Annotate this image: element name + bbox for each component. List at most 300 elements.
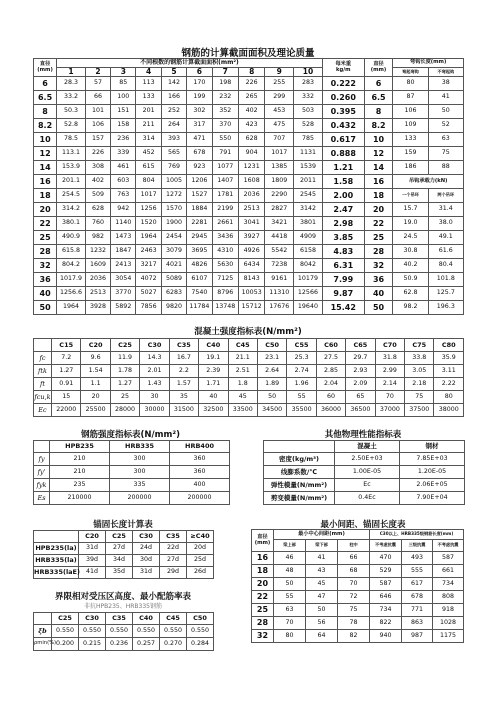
rebar-area-cell: 1900 bbox=[161, 217, 186, 231]
rebar-area-cell: 2011 bbox=[294, 175, 323, 189]
rebar-area-cell: 308 bbox=[85, 161, 110, 175]
spacing-value: 863 bbox=[402, 617, 433, 630]
rebar-area-cell: 317 bbox=[187, 119, 212, 133]
rebar-area-cell: 283 bbox=[294, 77, 323, 91]
rebar-area-cell: 942 bbox=[111, 203, 136, 217]
rebar-diameter2: 25 bbox=[364, 231, 393, 245]
rebar-lap-a: 186 bbox=[393, 161, 428, 175]
concrete-value: 25 bbox=[110, 391, 139, 404]
rebar-area-cell: 4418 bbox=[265, 231, 294, 245]
concrete-value: 40 bbox=[199, 391, 228, 404]
rebar-area-cell: 628 bbox=[85, 203, 110, 217]
concrete-value: 2.74 bbox=[287, 365, 316, 378]
rebar-area-cell: 226 bbox=[85, 147, 110, 161]
rebar-lap-a: 133 bbox=[393, 133, 428, 147]
concrete-grade-head: C70 bbox=[375, 339, 404, 352]
rebar-area-cell: 7125 bbox=[212, 273, 238, 287]
concrete-value: 1.1 bbox=[81, 378, 110, 391]
limit-value: 0.550 bbox=[106, 625, 133, 638]
rebar-area-cell: 2454 bbox=[161, 231, 186, 245]
concrete-value: 2.99 bbox=[375, 365, 404, 378]
concrete-value: 2.04 bbox=[316, 378, 345, 391]
rebar-lap-a: 19.0 bbox=[393, 217, 428, 231]
limit-value: 0.257 bbox=[133, 638, 160, 651]
concrete-grade-head: C45 bbox=[228, 339, 257, 352]
rebar-area-cell: 5630 bbox=[212, 259, 238, 273]
rebar-area-cell: 28.3 bbox=[57, 77, 86, 91]
rebar-area-cell: 232 bbox=[212, 91, 238, 105]
rebar-mass: 0.888 bbox=[322, 147, 364, 161]
rebar-area-cell: 9161 bbox=[265, 273, 294, 287]
anchor-value: 34d bbox=[106, 555, 133, 567]
rebar-area-cell: 302 bbox=[187, 105, 212, 119]
concrete-value: 1.27 bbox=[110, 378, 139, 391]
limit-value: 0.550 bbox=[133, 625, 160, 638]
rebar-area-cell: 550 bbox=[212, 133, 238, 147]
rebar-area-cell: 15712 bbox=[238, 301, 264, 315]
rebar-area-cell: 314 bbox=[136, 133, 161, 147]
concrete-value: 1.43 bbox=[140, 378, 169, 391]
limit-grade-head: C25 bbox=[52, 613, 79, 625]
concrete-row bbox=[34, 404, 464, 417]
anchor-value: 31d bbox=[133, 567, 160, 579]
rebar-area-cell: 133 bbox=[136, 91, 161, 105]
steel-grade-head: HPB235 bbox=[50, 441, 110, 453]
rebar-diameter: 14 bbox=[34, 161, 57, 175]
rebar-count-head: 1 bbox=[57, 68, 86, 77]
spacing-head-gap: 最小中心间距(mm) bbox=[274, 530, 370, 540]
rebar-area-cell: 6434 bbox=[238, 259, 264, 273]
physical-value: 2.06E+05 bbox=[400, 479, 465, 492]
rebar-area-cell: 201.1 bbox=[57, 175, 86, 189]
concrete-value: 1.89 bbox=[257, 378, 286, 391]
spacing-value: 82 bbox=[338, 630, 370, 643]
corner-cell bbox=[34, 339, 52, 352]
rebar-area-cell: 769 bbox=[161, 161, 186, 175]
rebar-area-cell: 707 bbox=[265, 133, 294, 147]
rebar-area-cell: 6158 bbox=[294, 245, 323, 259]
rebar-area-cell: 982 bbox=[85, 231, 110, 245]
rebar-area-cell: 2281 bbox=[187, 217, 212, 231]
concrete-value: 14.3 bbox=[140, 352, 169, 365]
rebar-area-cell: 1256.6 bbox=[57, 287, 86, 301]
rebar-area-cell: 2513 bbox=[85, 287, 110, 301]
spacing-value: 822 bbox=[370, 617, 402, 630]
limit-value: 0.215 bbox=[79, 638, 106, 651]
spacing-row bbox=[252, 591, 464, 604]
concrete-value: 37500 bbox=[405, 404, 434, 417]
limit-value: 0.550 bbox=[52, 625, 79, 638]
physical-props-table bbox=[263, 440, 465, 505]
steel-symbol: fyk bbox=[34, 479, 50, 492]
concrete-value: 2.18 bbox=[405, 378, 434, 391]
spacing-row bbox=[252, 630, 464, 643]
limit-row bbox=[34, 625, 214, 638]
rebar-lap-b: 125.7 bbox=[428, 287, 463, 301]
spacing-subhead: 不考虑抗震 bbox=[433, 540, 464, 552]
spacing-table bbox=[251, 529, 464, 643]
steel-grade-head: HRB400 bbox=[170, 441, 230, 453]
spacing-value: 587 bbox=[433, 552, 464, 565]
rebar-area-cell: 33.2 bbox=[57, 91, 86, 105]
physical-label: 线膨系数/℃ bbox=[264, 466, 335, 479]
rebar-area-cell: 1847 bbox=[111, 245, 136, 259]
anchor-value: 29d bbox=[160, 567, 187, 579]
anchor-row bbox=[34, 543, 214, 555]
rebar-area-cell: 10053 bbox=[238, 287, 264, 301]
rebar-head-lap: 弯钩长度(mm) bbox=[393, 59, 464, 68]
physical-value: 7.90E+04 bbox=[400, 492, 465, 505]
rebar-diameter2: 20 bbox=[364, 203, 393, 217]
rebar-area-cell: 1473 bbox=[111, 231, 136, 245]
rebar-diameter: 32 bbox=[34, 259, 57, 273]
rebar-area-cell: 565 bbox=[161, 147, 186, 161]
spacing-diameter: 18 bbox=[252, 565, 274, 578]
spacing-value: 64 bbox=[306, 630, 338, 643]
rebar-area-cell: 12566 bbox=[294, 287, 323, 301]
rebar-area-cell: 2463 bbox=[136, 245, 161, 259]
rebar-area-cell: 166 bbox=[161, 91, 186, 105]
concrete-value: 25500 bbox=[81, 404, 110, 417]
physical-title: 其他物理性能指标表 bbox=[324, 430, 402, 440]
concrete-value: 2.39 bbox=[199, 365, 228, 378]
rebar-area-cell: 113 bbox=[136, 77, 161, 91]
anchor-value: 39d bbox=[79, 555, 106, 567]
anchor-value: 35d bbox=[106, 567, 133, 579]
concrete-value: 35 bbox=[169, 391, 198, 404]
concrete-value: 31500 bbox=[169, 404, 198, 417]
anchor-value: 26d bbox=[187, 567, 214, 579]
concrete-value: 2.85 bbox=[316, 365, 345, 378]
rebar-diameter2: 50 bbox=[364, 301, 393, 315]
rebar-area-cell: 3927 bbox=[238, 231, 264, 245]
limit-value: 0.550 bbox=[79, 625, 106, 638]
rebar-count-head: 7 bbox=[212, 68, 238, 77]
rebar-area-cell: 1964 bbox=[136, 231, 161, 245]
rebar-area-cell: 3801 bbox=[294, 217, 323, 231]
physical-value: 0.4Ec bbox=[335, 492, 400, 505]
page-title: 钢筋的计算截面面积及理论质量 bbox=[181, 48, 315, 59]
concrete-value: 9.6 bbox=[81, 352, 110, 365]
concrete-value: 1.71 bbox=[199, 378, 228, 391]
rebar-area-cell: 4826 bbox=[187, 259, 212, 273]
spacing-value: 63 bbox=[274, 604, 306, 617]
concrete-grade-head: C15 bbox=[52, 339, 81, 352]
rebar-diameter: 8.2 bbox=[34, 119, 57, 133]
physical-head-row bbox=[264, 441, 465, 453]
concrete-value: 3.11 bbox=[434, 365, 464, 378]
concrete-grade-head: C50 bbox=[257, 339, 286, 352]
limit-value: 0.284 bbox=[187, 638, 214, 651]
rebar-mass: 0.432 bbox=[322, 119, 364, 133]
rebar-area-cell: 299 bbox=[265, 91, 294, 105]
rebar-lap-a: 87 bbox=[393, 91, 428, 105]
rebar-mass: 0.260 bbox=[322, 91, 364, 105]
anchor-grade-head: C20 bbox=[79, 531, 106, 543]
rebar-diameter2: 8.2 bbox=[364, 119, 393, 133]
rebar-area-cell: 380.1 bbox=[57, 217, 86, 231]
rebar-lap-b: 49.1 bbox=[428, 231, 463, 245]
rebar-area-cell: 3054 bbox=[111, 273, 136, 287]
rebar-head-diameter2: 直径 (mm) bbox=[364, 59, 393, 77]
rebar-area-cell: 785 bbox=[294, 133, 323, 147]
rebar-area-cell: 402 bbox=[238, 105, 264, 119]
rebar-row bbox=[34, 245, 464, 259]
spacing-value: 646 bbox=[370, 591, 402, 604]
spacing-value: 808 bbox=[433, 591, 464, 604]
spacing-value: 43 bbox=[306, 565, 338, 578]
physical-value: 2.50E+03 bbox=[335, 453, 400, 466]
spacing-diameter: 25 bbox=[252, 604, 274, 617]
concrete-value: 23.1 bbox=[257, 352, 286, 365]
rebar-diameter2: 12 bbox=[364, 147, 393, 161]
rebar-row bbox=[34, 273, 464, 287]
concrete-title: 混凝土强度指标表(N/mm²) bbox=[194, 327, 302, 337]
rebar-diameter: 50 bbox=[34, 301, 57, 315]
rebar-area-table bbox=[33, 58, 464, 315]
physical-label: 剪变模量(N/mm²) bbox=[264, 492, 335, 505]
rebar-area-cell: 804.2 bbox=[57, 259, 86, 273]
rebar-area-cell: 5542 bbox=[265, 245, 294, 259]
rebar-area-cell: 2513 bbox=[238, 203, 264, 217]
rebar-area-cell: 3770 bbox=[111, 287, 136, 301]
rebar-diameter2: 22 bbox=[364, 217, 393, 231]
corner-cell bbox=[34, 531, 79, 543]
steel-value: 200000 bbox=[110, 492, 170, 505]
rebar-area-cell: 615 bbox=[136, 161, 161, 175]
rebar-diameter2: 6 bbox=[364, 77, 393, 91]
spacing-value: 587 bbox=[370, 578, 402, 591]
limit-grade-head: C30 bbox=[79, 613, 106, 625]
rebar-lap-a: 40.2 bbox=[393, 259, 428, 273]
spacing-value: 940 bbox=[370, 630, 402, 643]
rebar-area-cell: 6283 bbox=[161, 287, 186, 301]
concrete-row bbox=[34, 365, 464, 378]
spacing-diameter: 20 bbox=[252, 578, 274, 591]
steel-value: 335 bbox=[110, 479, 170, 492]
rebar-area-cell: 1005 bbox=[161, 175, 186, 189]
rebar-area-cell: 2290 bbox=[265, 189, 294, 203]
concrete-grade-head: C75 bbox=[405, 339, 434, 352]
anchor-title: 锚固长度计算表 bbox=[93, 520, 153, 530]
concrete-value: 1.96 bbox=[287, 378, 316, 391]
concrete-value: 80 bbox=[434, 391, 464, 404]
rebar-area-cell: 2199 bbox=[212, 203, 238, 217]
rebar-row bbox=[34, 301, 464, 315]
steel-title: 钢筋强度指标表(N/mm²) bbox=[81, 430, 180, 440]
concrete-head-row bbox=[34, 339, 464, 352]
rebar-area-cell: 2661 bbox=[212, 217, 238, 231]
rebar-area-cell: 52.8 bbox=[57, 119, 86, 133]
rebar-lap-a: 30.8 bbox=[393, 245, 428, 259]
spacing-value: 47 bbox=[306, 591, 338, 604]
rebar-area-cell: 158 bbox=[111, 119, 136, 133]
concrete-value: 22000 bbox=[52, 404, 81, 417]
concrete-value: 2.22 bbox=[434, 378, 464, 391]
concrete-value: 70 bbox=[375, 391, 404, 404]
rebar-lap-b: 38.0 bbox=[428, 217, 463, 231]
rebar-count-head: 4 bbox=[136, 68, 161, 77]
rebar-area-cell: 2036 bbox=[85, 273, 110, 287]
concrete-value: 36000 bbox=[316, 404, 345, 417]
spacing-value: 1175 bbox=[433, 630, 464, 643]
concrete-value: 55 bbox=[287, 391, 316, 404]
steel-grade-head: HRB335 bbox=[110, 441, 170, 453]
concrete-value: 33500 bbox=[228, 404, 257, 417]
rebar-diameter: 6 bbox=[34, 77, 57, 91]
steel-symbol: Es bbox=[34, 492, 50, 505]
rebar-mass: 0.395 bbox=[322, 105, 364, 119]
rebar-area-cell: 1017 bbox=[136, 189, 161, 203]
limit-grade-head: C35 bbox=[106, 613, 133, 625]
spacing-head-diameter: 直径 (mm) bbox=[252, 530, 274, 552]
rebar-diameter: 40 bbox=[34, 287, 57, 301]
rebar-area-cell: 265 bbox=[238, 91, 264, 105]
rebar-row bbox=[34, 147, 464, 161]
steel-strength-table bbox=[33, 440, 230, 505]
rebar-area-cell: 17676 bbox=[265, 301, 294, 315]
spacing-value: 470 bbox=[370, 552, 402, 565]
rebar-table-wrap bbox=[33, 58, 464, 315]
corner-cell bbox=[34, 613, 52, 625]
rebar-area-cell: 352 bbox=[212, 105, 238, 119]
concrete-value: 2.51 bbox=[228, 365, 257, 378]
rebar-area-cell: 1385 bbox=[265, 161, 294, 175]
rebar-area-cell: 6107 bbox=[187, 273, 212, 287]
rebar-area-cell: 1407 bbox=[212, 175, 238, 189]
rebar-lap-b: 61.6 bbox=[428, 245, 463, 259]
rebar-mass: 0.222 bbox=[322, 77, 364, 91]
concrete-symbol: fc bbox=[34, 352, 52, 365]
rebar-area-cell: 8042 bbox=[294, 259, 323, 273]
spacing-value: 617 bbox=[402, 578, 433, 591]
concrete-symbol: ftk bbox=[34, 365, 52, 378]
rebar-area-cell: 452 bbox=[136, 147, 161, 161]
rebar-row bbox=[34, 259, 464, 273]
concrete-value: 35500 bbox=[287, 404, 316, 417]
concrete-value: 30 bbox=[140, 391, 169, 404]
rebar-area-cell: 7238 bbox=[265, 259, 294, 273]
rebar-area-cell: 628 bbox=[238, 133, 264, 147]
rebar-area-cell: 13748 bbox=[212, 301, 238, 315]
spacing-value: 70 bbox=[274, 617, 306, 630]
spacing-value: 987 bbox=[402, 630, 433, 643]
rebar-area-cell: 1964 bbox=[57, 301, 86, 315]
concrete-value: 25.3 bbox=[287, 352, 316, 365]
rebar-area-cell: 4021 bbox=[161, 259, 186, 273]
concrete-value: 31.8 bbox=[375, 352, 404, 365]
physical-value: Ec bbox=[335, 479, 400, 492]
rebar-lap-b: 50 bbox=[428, 105, 463, 119]
spacing-value: 734 bbox=[370, 604, 402, 617]
rebar-mass: 1.58 bbox=[322, 175, 364, 189]
spacing-value: 661 bbox=[433, 565, 464, 578]
concrete-value: 0.91 bbox=[52, 378, 81, 391]
rebar-row bbox=[34, 105, 464, 119]
rebar-area-cell: 1232 bbox=[85, 245, 110, 259]
rebar-diameter: 36 bbox=[34, 273, 57, 287]
rebar-area-cell: 4926 bbox=[238, 245, 264, 259]
steel-head-row bbox=[34, 441, 230, 453]
rebar-area-cell: 66 bbox=[85, 91, 110, 105]
corner-cell bbox=[264, 441, 335, 453]
hook-capacity-head: 吊钩承载力(kN) bbox=[393, 175, 464, 189]
spacing-value: 734 bbox=[433, 578, 464, 591]
rebar-area-cell: 198 bbox=[212, 77, 238, 91]
rebar-area-cell: 100 bbox=[111, 91, 136, 105]
concrete-grade-head: C40 bbox=[199, 339, 228, 352]
rebar-mass: 3.85 bbox=[322, 231, 364, 245]
rebar-lap-b: 75 bbox=[428, 147, 463, 161]
spacing-value: 555 bbox=[402, 565, 433, 578]
rebar-area-cell: 1609 bbox=[85, 259, 110, 273]
steel-value: 235 bbox=[50, 479, 110, 492]
spacing-value: 41 bbox=[306, 552, 338, 565]
rebar-area-cell: 393 bbox=[161, 133, 186, 147]
rebar-row bbox=[34, 287, 464, 301]
spacing-value: 918 bbox=[433, 604, 464, 617]
concrete-value: 34500 bbox=[257, 404, 286, 417]
rebar-row bbox=[34, 161, 464, 175]
spacing-head-anchor: C30以上、HRB335级钢筋长度(mm) bbox=[370, 530, 464, 540]
concrete-value: 1.8 bbox=[228, 378, 257, 391]
rebar-row bbox=[34, 77, 464, 91]
rebar-diameter: 25 bbox=[34, 231, 57, 245]
spacing-diameter: 28 bbox=[252, 617, 274, 630]
rebar-area-cell: 314.2 bbox=[57, 203, 86, 217]
spacing-value: 50 bbox=[274, 578, 306, 591]
concrete-value: 32500 bbox=[199, 404, 228, 417]
concrete-value: 19.1 bbox=[199, 352, 228, 365]
rebar-mass: 15.42 bbox=[322, 301, 364, 315]
rebar-count-head: 10 bbox=[294, 68, 323, 77]
rebar-area-cell: 339 bbox=[111, 147, 136, 161]
spacing-subhead: 梁下部 bbox=[306, 540, 338, 552]
rebar-lap-a: 一个吊环 bbox=[393, 189, 428, 203]
concrete-grade-head: C55 bbox=[287, 339, 316, 352]
rebar-mass: 2.98 bbox=[322, 217, 364, 231]
rebar-area-cell: 402 bbox=[85, 175, 110, 189]
rebar-lap-b: 31.4 bbox=[428, 203, 463, 217]
limit-label: ξb bbox=[34, 625, 52, 638]
rebar-diameter2: 6.5 bbox=[364, 91, 393, 105]
rebar-area-cell: 9820 bbox=[161, 301, 186, 315]
concrete-value: 37000 bbox=[375, 404, 404, 417]
rebar-lap-b: 52 bbox=[428, 119, 463, 133]
rebar-area-cell: 7856 bbox=[136, 301, 161, 315]
concrete-value: 35.9 bbox=[434, 352, 464, 365]
rebar-area-cell: 3079 bbox=[161, 245, 186, 259]
anchor-label: HPB235(la) bbox=[34, 543, 79, 555]
rebar-area-cell: 2036 bbox=[238, 189, 264, 203]
rebar-count-head: 8 bbox=[238, 68, 264, 77]
rebar-lap-b: 196.3 bbox=[428, 301, 463, 315]
rebar-count-head: 5 bbox=[161, 68, 186, 77]
anchor-length-table bbox=[33, 530, 214, 579]
concrete-value: 75 bbox=[405, 391, 434, 404]
steel-value: 210000 bbox=[50, 492, 110, 505]
rebar-area-cell: 3421 bbox=[265, 217, 294, 231]
rebar-area-cell: 1781 bbox=[212, 189, 238, 203]
rebar-area-cell: 8143 bbox=[238, 273, 264, 287]
rebar-area-cell: 151 bbox=[111, 105, 136, 119]
rebar-area-cell: 11310 bbox=[265, 287, 294, 301]
rebar-area-cell: 2945 bbox=[187, 231, 212, 245]
limit-grade-head: C40 bbox=[133, 613, 160, 625]
steel-row bbox=[34, 492, 230, 505]
steel-value: 210 bbox=[50, 466, 110, 479]
rebar-row bbox=[34, 203, 464, 217]
